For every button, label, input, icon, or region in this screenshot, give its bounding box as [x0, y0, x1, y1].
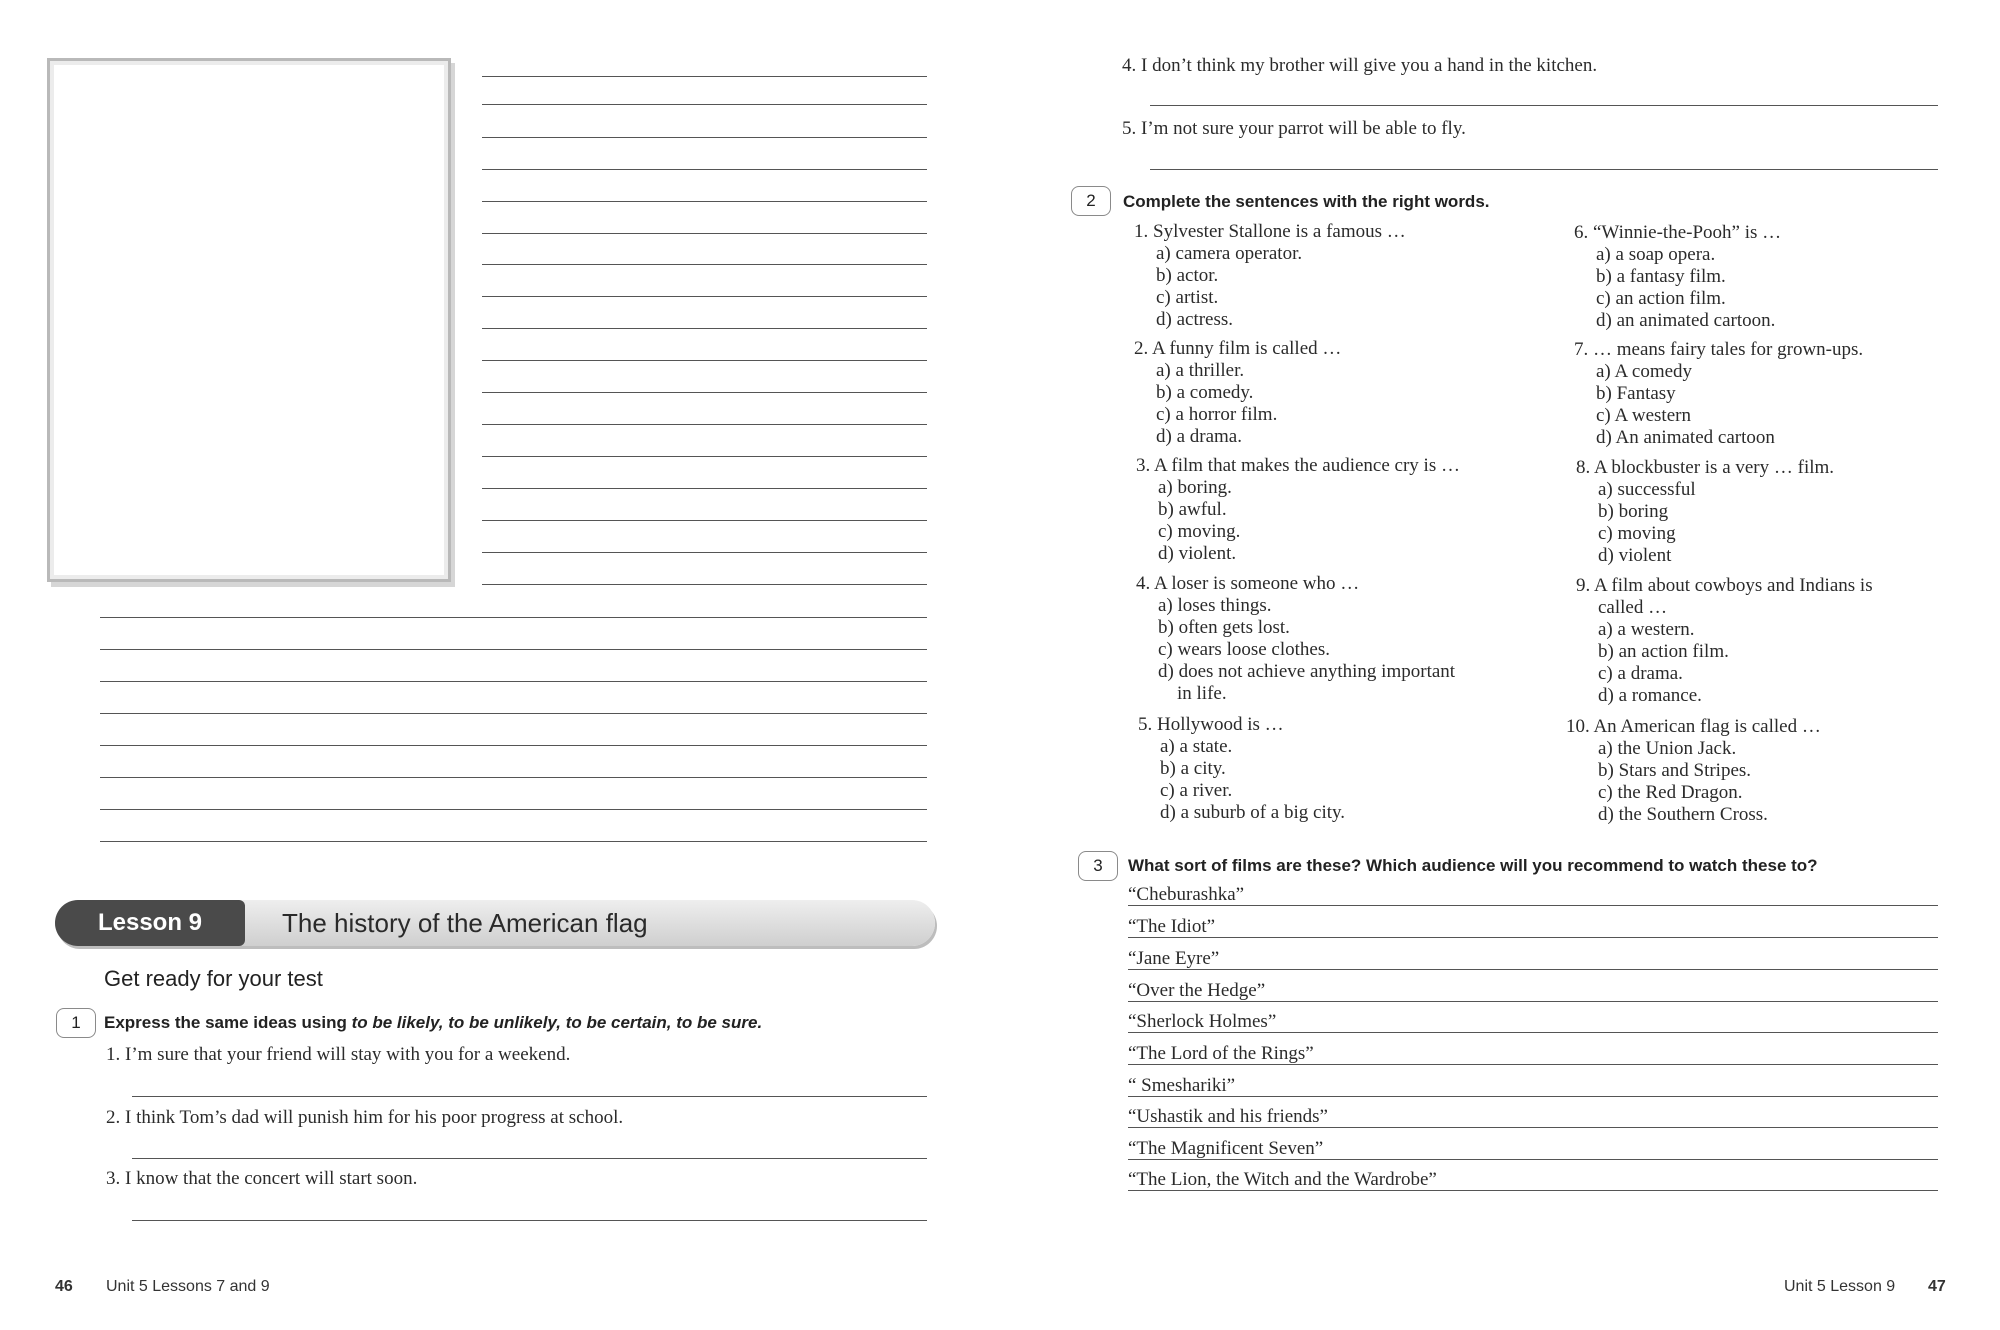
mc-option[interactable]: c) a drama.: [1598, 663, 1683, 684]
exercise-1-number: 1: [56, 1008, 96, 1038]
film-row[interactable]: [1128, 948, 1938, 976]
exercise-3-instruction: What sort of films are these? Which audience will you recommend to watch these to?: [1128, 856, 1818, 875]
left-footer-section: Unit 5 Lessons 7 and 9: [106, 1278, 270, 1295]
mc-stem: 3. A film that makes the audience cry is …: [1136, 455, 1460, 476]
right-page-number: 47: [1928, 1278, 1946, 1295]
mc-question-4: [1136, 573, 1455, 705]
answer-line[interactable]: [1128, 1096, 1938, 1097]
mc-option[interactable]: d) violent.: [1158, 543, 1237, 564]
answer-line-5[interactable]: [1150, 169, 1938, 170]
mc-option[interactable]: a) a western.: [1598, 619, 1695, 640]
film-title: “ Smeshariki”: [1128, 1075, 1239, 1096]
exercise-1-item-4: 4. I don’t think my brother will give you a hand in the kitchen.: [1122, 55, 1598, 76]
mc-option[interactable]: c) the Red Dragon.: [1598, 782, 1743, 803]
mc-option[interactable]: c) artist.: [1156, 287, 1219, 308]
answer-line[interactable]: [1128, 905, 1938, 906]
mc-stem: 2. A funny film is called …: [1134, 338, 1342, 359]
film-title: “Sherlock Holmes”: [1128, 1011, 1280, 1032]
mc-option[interactable]: d) violent: [1598, 545, 1672, 566]
mc-stem-continued: called …: [1598, 597, 1668, 618]
film-title: “The Idiot”: [1128, 916, 1219, 937]
mc-option[interactable]: c) moving.: [1158, 521, 1241, 542]
film-row[interactable]: [1128, 1043, 1938, 1071]
answer-line-4[interactable]: [1150, 105, 1938, 106]
mc-stem: 5. Hollywood is …: [1138, 714, 1284, 735]
right-footer-section: Unit 5 Lesson 9: [1784, 1278, 1896, 1295]
mc-option[interactable]: d) An animated cartoon: [1596, 427, 1775, 448]
exercise-1-instruction-phrases: to be likely, to be unlikely, to be certain, to be sure.: [351, 1013, 763, 1032]
mc-stem: 10. An American flag is called …: [1566, 716, 1821, 737]
lesson-title: The history of the American flag: [282, 908, 648, 938]
answer-line[interactable]: [1128, 1032, 1938, 1033]
mc-question-3: [1136, 455, 1460, 565]
mc-question-9: [1576, 575, 1873, 707]
film-row[interactable]: [1128, 1011, 1938, 1039]
answer-line[interactable]: [1128, 1159, 1938, 1160]
answer-line[interactable]: [1128, 1127, 1938, 1128]
mc-stem: 8. A blockbuster is a very … film.: [1576, 457, 1835, 478]
film-row[interactable]: [1128, 916, 1938, 944]
answer-line[interactable]: [1128, 937, 1938, 938]
mc-option[interactable]: a) a soap opera.: [1596, 244, 1716, 265]
mc-option[interactable]: b) an action film.: [1598, 641, 1729, 662]
mc-option[interactable]: b) a fantasy film.: [1596, 266, 1726, 287]
left-page-number: 46: [55, 1278, 73, 1295]
exercise-1-item-3: 3. I know that the concert will start soon.: [106, 1168, 418, 1189]
mc-option[interactable]: a) A comedy: [1596, 361, 1693, 382]
mc-question-5: [1138, 714, 1345, 824]
answer-line-1[interactable]: [132, 1096, 927, 1097]
mc-question-8: [1576, 457, 1834, 567]
film-title: “Ushastik and his friends”: [1128, 1106, 1332, 1127]
mc-option[interactable]: d) a romance.: [1598, 685, 1702, 706]
mc-option-continued: in life.: [1158, 683, 1227, 704]
section-heading: Get ready for your test: [104, 966, 323, 991]
exercise-1-item-1: 1. I’m sure that your friend will stay with you for a weekend.: [106, 1044, 571, 1065]
mc-option[interactable]: d) an animated cartoon.: [1596, 310, 1776, 331]
film-row[interactable]: [1128, 884, 1938, 912]
mc-option[interactable]: d) actress.: [1156, 309, 1234, 330]
mc-stem: 1. Sylvester Stallone is a famous …: [1134, 221, 1406, 242]
film-row[interactable]: [1128, 980, 1938, 1008]
exercise-1-instruction: [104, 1013, 762, 1033]
film-row[interactable]: [1128, 1106, 1938, 1134]
mc-option[interactable]: d) does not achieve anything important: [1158, 661, 1456, 682]
mc-option[interactable]: d) a drama.: [1156, 426, 1242, 447]
mc-stem: 7. … means fairy tales for grown-ups.: [1574, 339, 1864, 360]
mc-option[interactable]: a) a thriller.: [1156, 360, 1245, 381]
mc-option[interactable]: b) Stars and Stripes.: [1598, 760, 1752, 781]
mc-stem: 6. “Winnie-the-Pooh” is …: [1574, 222, 1782, 243]
mc-option[interactable]: c) A western: [1596, 405, 1691, 426]
film-title: “Jane Eyre”: [1128, 948, 1223, 969]
answer-line-3[interactable]: [132, 1220, 927, 1221]
exercise-2-instruction: Complete the sentences with the right words.: [1123, 192, 1490, 211]
mc-stem: 9. A film about cowboys and Indians is: [1576, 575, 1873, 596]
mc-option[interactable]: c) wears loose clothes.: [1158, 639, 1330, 660]
answer-line[interactable]: [1128, 969, 1938, 970]
mc-question-10: [1566, 716, 1821, 826]
film-title: “The Lion, the Witch and the Wardrobe”: [1128, 1169, 1441, 1190]
film-row[interactable]: [1128, 1138, 1938, 1166]
mc-option[interactable]: a) a state.: [1160, 736, 1233, 757]
mc-option[interactable]: b) boring: [1598, 501, 1669, 522]
exercise-1-item-2: 2. I think Tom’s dad will punish him for his poor progress at school.: [106, 1107, 624, 1128]
mc-option[interactable]: c) a river.: [1160, 780, 1233, 801]
mc-option[interactable]: a) camera operator.: [1156, 243, 1303, 264]
mc-option[interactable]: a) the Union Jack.: [1598, 738, 1737, 759]
mc-option[interactable]: c) a horror film.: [1156, 404, 1278, 425]
answer-line[interactable]: [1128, 1190, 1938, 1191]
film-title: “Cheburashka”: [1128, 884, 1248, 905]
lesson-header-bar: [55, 900, 935, 946]
mc-option[interactable]: b) Fantasy: [1596, 383, 1676, 404]
mc-option[interactable]: b) a comedy.: [1156, 382, 1254, 403]
answer-line-2[interactable]: [132, 1158, 927, 1159]
mc-option[interactable]: a) successful: [1598, 479, 1696, 500]
mc-question-6: [1574, 222, 1781, 332]
lesson-number-tab: Lesson 9: [55, 900, 245, 946]
film-title: “The Lord of the Rings”: [1128, 1043, 1318, 1064]
mc-option[interactable]: a) loses things.: [1158, 595, 1272, 616]
mc-question-7: [1574, 339, 1863, 449]
film-row[interactable]: [1128, 1075, 1938, 1103]
exercise-2-number: 2: [1071, 186, 1111, 216]
photo-placeholder-frame: [47, 58, 451, 582]
mc-option[interactable]: c) an action film.: [1596, 288, 1726, 309]
mc-stem: 4. A loser is someone who …: [1136, 573, 1360, 594]
mc-question-1: [1134, 221, 1406, 331]
mc-question-2: [1134, 338, 1341, 448]
mc-option[interactable]: c) moving: [1598, 523, 1676, 544]
answer-line[interactable]: [1128, 1064, 1938, 1065]
exercise-1-item-5: 5. I’m not sure your parrot will be able to fly.: [1122, 118, 1466, 139]
answer-line[interactable]: [1128, 1001, 1938, 1002]
film-row[interactable]: [1128, 1169, 1938, 1197]
mc-option[interactable]: b) actor.: [1156, 265, 1219, 286]
exercise-1-instruction-prefix: Express the same ideas using: [104, 1013, 352, 1032]
mc-option[interactable]: b) a city.: [1160, 758, 1226, 779]
film-title: “Over the Hedge”: [1128, 980, 1269, 1001]
exercise-3-number: 3: [1078, 851, 1118, 881]
mc-option[interactable]: b) often gets lost.: [1158, 617, 1290, 638]
mc-option[interactable]: b) awful.: [1158, 499, 1227, 520]
film-title: “The Magnificent Seven”: [1128, 1138, 1327, 1159]
mc-option[interactable]: d) a suburb of a big city.: [1160, 802, 1346, 823]
mc-option[interactable]: a) boring.: [1158, 477, 1232, 498]
mc-option[interactable]: d) the Southern Cross.: [1598, 804, 1768, 825]
